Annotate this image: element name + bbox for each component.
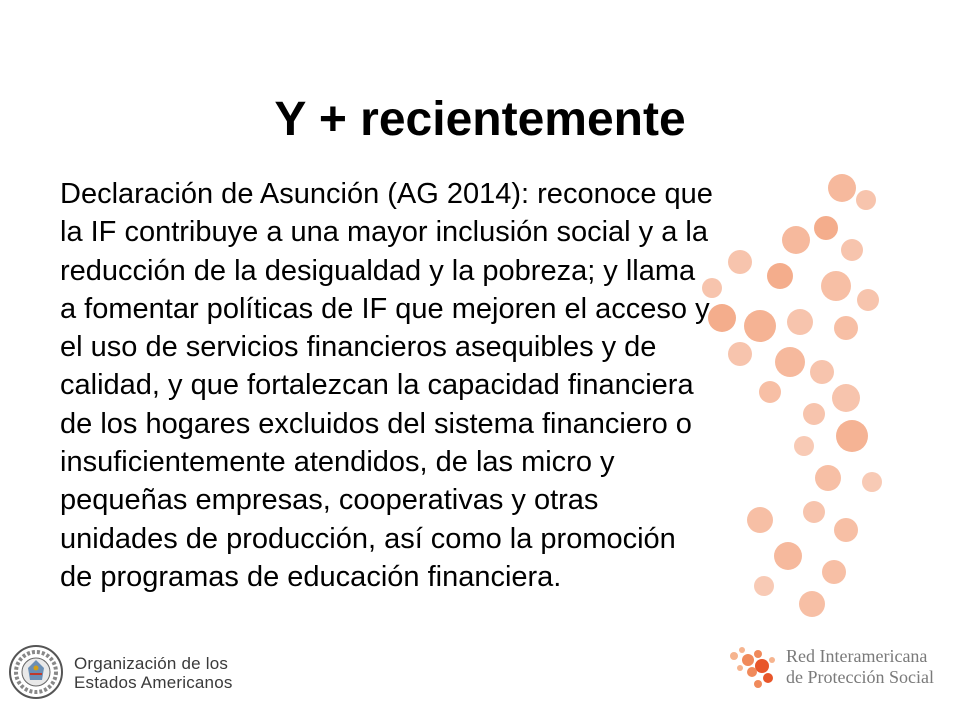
oas-logo <box>8 640 268 700</box>
oas-line-1: Organización de los <box>74 654 229 673</box>
body-line: calidad, y que fortalezcan la capacidad financiera <box>60 369 694 402</box>
slide-body-text <box>60 175 920 596</box>
body-line: unidades de producción, así como la promoción <box>60 522 676 555</box>
body-line: Declaración de Asunción (AG 2014): reconoce que <box>60 178 713 210</box>
oas-line-2: Estados Americanos <box>74 673 233 692</box>
body-line: de los hogares excluidos del sistema financiero o <box>60 407 692 440</box>
body-line: de programas de educación financiera. <box>60 560 562 593</box>
body-line: la IF contribuye a una mayor inclusión social y a la <box>60 216 708 249</box>
body-line: pequeñas empresas, cooperativas y otras <box>60 484 599 517</box>
body-line: reducción de la desigualdad y la pobreza; y llama <box>60 254 696 287</box>
riaps-dots-icon <box>724 638 784 698</box>
body-line: insuficientemente atendidos, de las micro y <box>60 446 615 479</box>
oas-logo-text <box>74 654 233 692</box>
body-line: el uso de servicios financieros asequibles y de <box>60 331 657 364</box>
oas-seal-icon <box>8 644 64 700</box>
riaps-logo-text <box>786 646 934 688</box>
slide-title: Y + recientemente <box>274 93 686 147</box>
body-line: a fomentar políticas de IF que mejoren el acceso y <box>60 292 710 325</box>
riaps-logo <box>724 638 956 698</box>
riaps-line-1: Red Interamericana <box>786 646 928 666</box>
riaps-line-2: de Protección Social <box>786 667 934 687</box>
